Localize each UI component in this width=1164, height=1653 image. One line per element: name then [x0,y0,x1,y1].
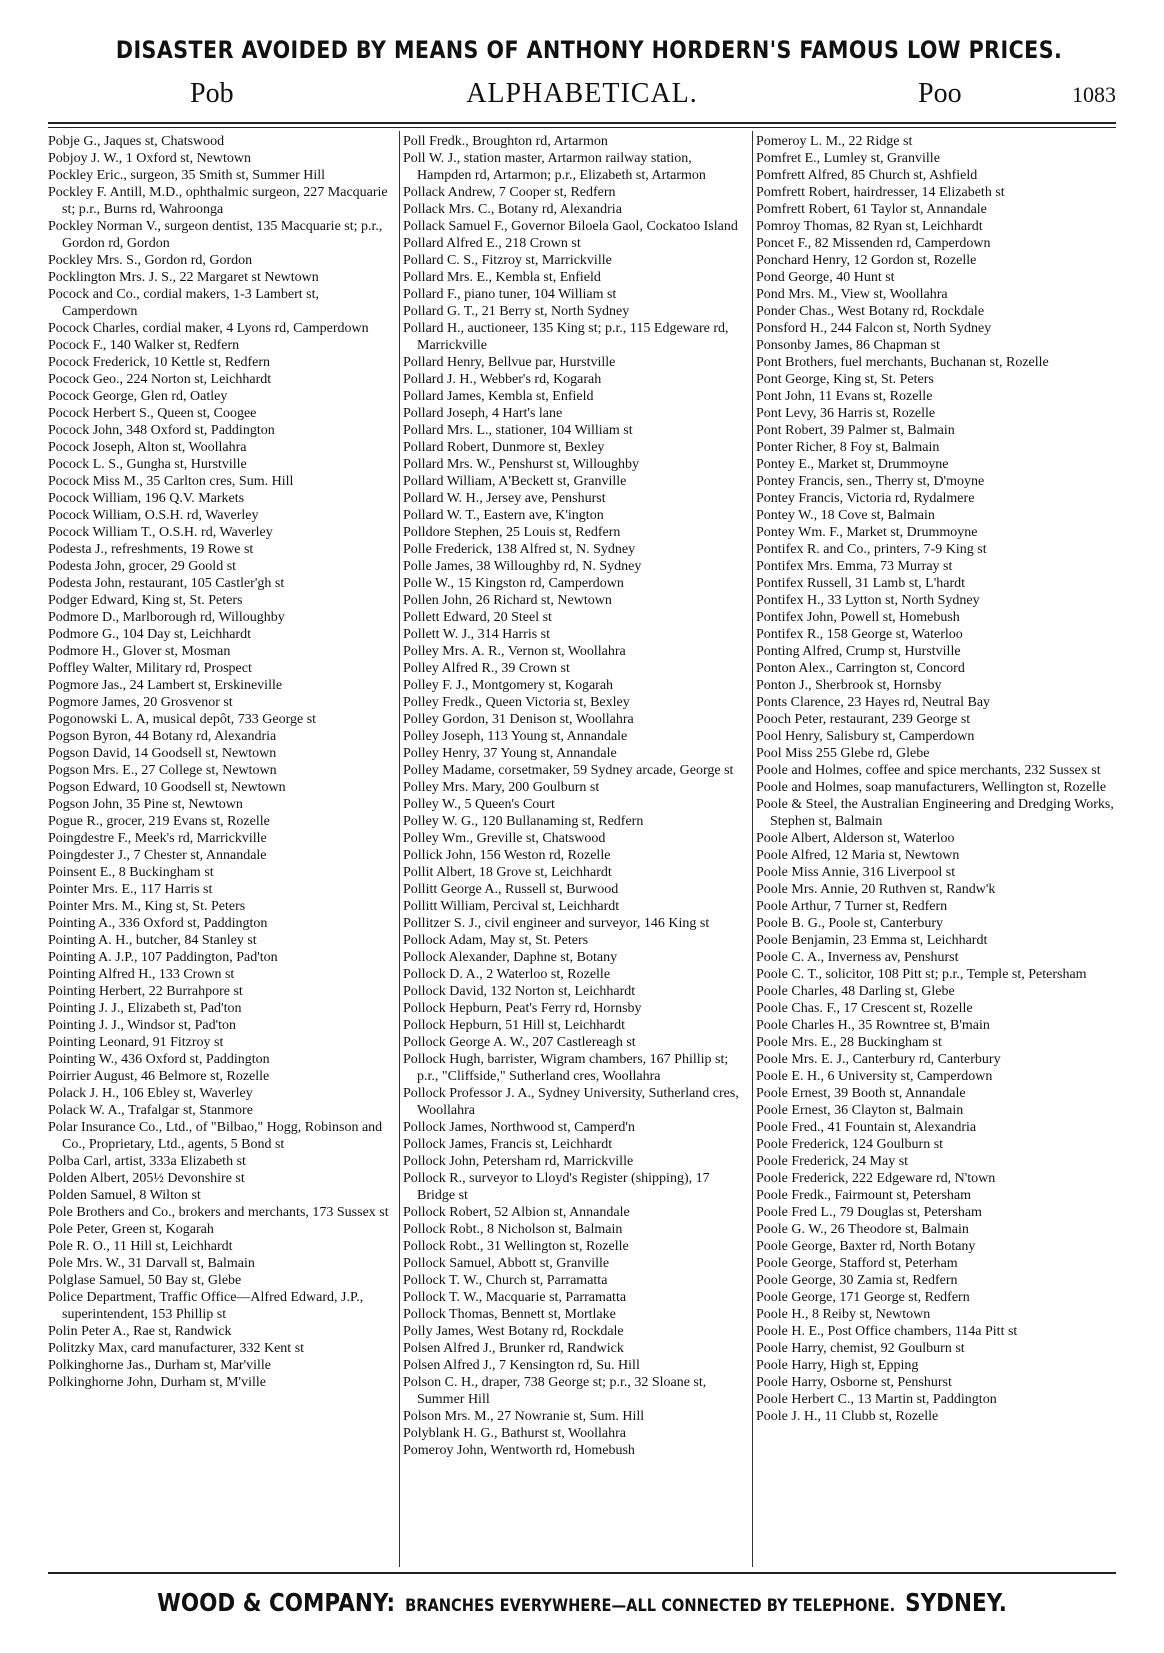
directory-entry: Pointing Leonard, 91 Fitzroy st [48,1035,224,1050]
running-head-right: Poo [918,78,962,109]
directory-entry: Ponting Alfred, Crump st, Hurstville [756,644,961,659]
directory-entry: Pocock and Co., cordial makers, 1-3 Lambert st, Camperdown [48,287,319,319]
directory-entry: Pollard H., auctioneer, 135 King st; p.r., 115 Edgeware rd, Marrickville [403,321,729,353]
directory-entry: Pollack Andrew, 7 Cooper st, Redfern [403,185,616,200]
directory-entry: Pollard Joseph, 4 Hart's lane [403,406,563,421]
directory-entry: Polglase Samuel, 50 Bay st, Glebe [48,1273,242,1288]
directory-entry: Pockley Norman V., surgeon dentist, 135 Macquarie st; p.r., Gordon rd, Gordon [48,219,383,251]
directory-entry: Poole Harry, High st, Epping [756,1358,919,1373]
directory-entry: Poole B. G., Poole st, Canterbury [756,916,944,931]
directory-entry: Pooch Peter, restaurant, 239 George st [756,712,971,727]
directory-entry: Poingdestre F., Meek's rd, Marrickville [48,831,267,846]
directory-entry: Pollock Hepburn, Peat's Ferry rd, Hornsby [403,1001,642,1016]
directory-entry: Poole Chas. F., 17 Crescent st, Rozelle [756,1001,973,1016]
directory-entry: Pollock Alexander, Daphne st, Botany [403,950,618,965]
directory-entry: Poole G. W., 26 Theodore st, Balmain [756,1222,969,1237]
directory-entry: Pontey W., 18 Cove st, Balmain [756,508,935,523]
directory-entry: Polley Mrs. A. R., Vernon st, Woollahra [403,644,626,659]
directory-entry: Poole Harry, Osborne st, Penshurst [756,1375,952,1390]
directory-entry: Poole Fredk., Fairmount st, Petersham [756,1188,972,1203]
directory-entry: Polle W., 15 Kingston rd, Camperdown [403,576,624,591]
directory-entry: Pont John, 11 Evans st, Rozelle [756,389,933,404]
directory-entry: Pobjoy J. W., 1 Oxford st, Newtown [48,151,252,166]
directory-entry: Pollack Mrs. C., Botany rd, Alexandria [403,202,622,217]
directory-entry: Pointing J. J., Windsor st, Pad'ton [48,1018,237,1033]
footer-rule [48,1572,1116,1574]
directory-entry: Pond Mrs. M., View st, Woollahra [756,287,948,302]
directory-entry: Pollock James, Northwood st, Camperd'n [403,1120,635,1135]
directory-entry: Pont Robert, 39 Palmer st, Balmain [756,423,955,438]
directory-entry: Poole Mrs. Annie, 20 Ruthven st, Randw'k [756,882,996,897]
directory-entry: Pollock Robt., 31 Wellington st, Rozelle [403,1239,629,1254]
directory-entry: Poole C. A., Inverness av, Penshurst [756,950,959,965]
directory-entry: Pollock George A. W., 207 Castlereagh st [403,1035,636,1050]
directory-entry: Pollett W. J., 314 Harris st [403,627,551,642]
top-banner: DISASTER AVOIDED BY MEANS OF ANTHONY HORDERN'S FAMOUS LOW PRICES. [115,36,1063,64]
directory-entry: Pollit Albert, 18 Grove st, Leichhardt [403,865,612,880]
directory-entry: Podmore D., Marlborough rd, Willoughby [48,610,285,625]
directory-entry: Ponder Chas., West Botany rd, Rockdale [756,304,985,319]
directory-entry: Poole and Holmes, soap manufacturers, Wellington st, Rozelle [756,780,1107,795]
directory-entry: Pontifex Mrs. Emma, 73 Murray st [756,559,953,574]
directory-entry: Pollard Mrs. L., stationer, 104 William st [403,423,633,438]
directory-entry: Poole Benjamin, 23 Emma st, Leichhardt [756,933,988,948]
directory-entry: Pollock John, Petersham rd, Marrickville [403,1154,634,1169]
directory-entry: Poole Harry, chemist, 92 Goulburn st [756,1341,965,1356]
directory-entry: Pole R. O., 11 Hill st, Leichhardt [48,1239,233,1254]
directory-entry: Pollett Edward, 20 Steel st [403,610,552,625]
directory-entry: Poole H., 8 Reiby st, Newtown [756,1307,931,1322]
directory-entry: Pointing Herbert, 22 Burrahpore st [48,984,243,999]
footer-tagline: BRANCHES EVERYWHERE—ALL CONNECTED BY TELEPHONE. [405,1596,896,1616]
directory-entry: Polley W., 5 Queen's Court [403,797,555,812]
directory-entry: Pollock Professor J. A., Sydney University, Sutherland cres, Woollahra [403,1086,739,1118]
directory-entry: Pollock Robt., 8 Nicholson st, Balmain [403,1222,623,1237]
directory-entry: Polson Mrs. M., 27 Nowranie st, Sum. Hill [403,1409,645,1424]
directory-entry: Poole C. T., solicitor, 108 Pitt st; p.r., Temple st, Petersham [756,967,1087,982]
directory-entry: Pogmore James, 20 Grosvenor st [48,695,233,710]
directory-entry: Pollard Robert, Dunmore st, Bexley [403,440,605,455]
directory-entry: Pocock Geo., 224 Norton st, Leichhardt [48,372,272,387]
directory-entry: Pontey Francis, Victoria rd, Rydalmere [756,491,975,506]
directory-entry: Poole Ernest, 39 Booth st, Annandale [756,1086,966,1101]
directory-entry: Pocock F., 140 Walker st, Redfern [48,338,240,353]
directory-entry: Pole Peter, Green st, Kogarah [48,1222,214,1237]
directory-entry: Pollock James, Francis st, Leichhardt [403,1137,613,1152]
directory-entry: Ponsford H., 244 Falcon st, North Sydney [756,321,992,336]
directory-entry: Pogson David, 14 Goodsell st, Newtown [48,746,277,761]
directory-entry: Pockley F. Antill, M.D., ophthalmic surgeon, 227 Macquarie st; p.r., Burns rd, Wahroonga [48,185,388,217]
directory-entry: Pollard Alfred E., 218 Crown st [403,236,581,251]
directory-entry: Poole Mrs. E. J., Canterbury rd, Canterbury [756,1052,1001,1067]
directory-entry: Polsen Alfred J., Brunker rd, Randwick [403,1341,624,1356]
header-rule-thin [48,127,1116,128]
directory-entry: Pontey Francis, sen., Therry st, D'moyne [756,474,985,489]
directory-entry: Pollock Thomas, Bennett st, Mortlake [403,1307,616,1322]
directory-entry: Poole Mrs. E., 28 Buckingham st [756,1035,942,1050]
directory-entry: Poncet F., 82 Missenden rd, Camperdown [756,236,991,251]
directory-entry: Pocock Herbert S., Queen st, Coogee [48,406,257,421]
directory-entry: Poole Arthur, 7 Turner st, Redfern [756,899,948,914]
directory-entry: Poole H. E., Post Office chambers, 114a Pitt st [756,1324,1018,1339]
directory-entry: Pollard W. H., Jersey ave, Penshurst [403,491,606,506]
directory-entry: Pontifex John, Powell st, Homebush [756,610,960,625]
directory-entry: Pollock David, 132 Norton st, Leichhardt [403,984,636,999]
directory-entry: Pomfrett Alfred, 85 Church st, Ashfield [756,168,978,183]
directory-column-1 [48,133,396,1565]
directory-entry: Poole Miss Annie, 316 Liverpool st [756,865,956,880]
directory-entry: Poole George, Baxter rd, North Botany [756,1239,976,1254]
directory-entry: Poole George, 171 George st, Redfern [756,1290,970,1305]
directory-entry: Pocock George, Glen rd, Oatley [48,389,228,404]
directory-entry: Polson C. H., draper, 738 George st; p.r., 32 Sloane st, Summer Hill [403,1375,707,1407]
directory-entry: Ponsonby James, 86 Chapman st [756,338,940,353]
directory-entry: Polley Gordon, 31 Denison st, Woollahra [403,712,634,727]
directory-entry: Ponton J., Sherbrook st, Hornsby [756,678,942,693]
directory-entry: Pogson Mrs. E., 27 College st, Newtown [48,763,277,778]
directory-entry: Pollard Henry, Bellvue par, Hurstville [403,355,616,370]
directory-entry: Polack W. A., Trafalgar st, Stanmore [48,1103,253,1118]
directory-entry: Pontifex Russell, 31 Lamb st, L'hardt [756,576,966,591]
directory-entry: Pollick John, 156 Weston rd, Rozelle [403,848,611,863]
directory-entry: Pont Brothers, fuel merchants, Buchanan st, Rozelle [756,355,1049,370]
directory-entry: Podesta John, restaurant, 105 Castler'gh st [48,576,285,591]
directory-entry: Pogue R., grocer, 219 Evans st, Rozelle [48,814,270,829]
directory-entry: Podesta J., refreshments, 19 Rowe st [48,542,254,557]
directory-entry: Poole Charles H., 35 Rowntree st, B'main [756,1018,990,1033]
directory-entry: Poole Frederick, 24 May st [756,1154,909,1169]
directory-entry: Poole George, Stafford st, Peterham [756,1256,958,1271]
directory-entry: Pollitt William, Percival st, Leichhardt [403,899,620,914]
directory-entry: Pollock T. W., Church st, Parramatta [403,1273,608,1288]
bottom-banner [116,1588,1048,1617]
directory-entry: Pollard Mrs. E., Kembla st, Enfield [403,270,601,285]
directory-entry: Poll W. J., station master, Artarmon railway station, Hampden rd, Artarmon; p.r., Elizabeth st, Artarmon [403,151,706,183]
directory-entry: Poole Frederick, 124 Goulburn st [756,1137,944,1152]
footer-brand: WOOD & COMPANY: [157,1588,396,1617]
directory-entry: Pobje G., Jaques st, Chatswood [48,134,225,149]
directory-entry: Pointing A., 336 Oxford st, Paddington [48,916,268,931]
directory-entry: Pogmore Jas., 24 Lambert st, Erskineville [48,678,283,693]
directory-entry: Poole and Holmes, coffee and spice merchants, 232 Sussex st [756,763,1101,778]
directory-entry: Poole Fred L., 79 Douglas st, Petersham [756,1205,982,1220]
directory-entry: Pollard C. S., Fitzroy st, Marrickville [403,253,612,268]
directory-entry: Poole Ernest, 36 Clayton st, Balmain [756,1103,964,1118]
directory-entry: Pocock Charles, cordial maker, 4 Lyons rd, Camperdown [48,321,369,336]
directory-entry: Podesta John, grocer, 29 Goold st [48,559,237,574]
directory-entry: Pogson John, 35 Pine st, Newtown [48,797,243,812]
directory-entry: Pomfret E., Lumley st, Granville [756,151,940,166]
directory-entry: Poole E. H., 6 University st, Camperdown [756,1069,993,1084]
directory-entry: Poole Albert, Alderson st, Waterloo [756,831,955,846]
directory-entry: Pointing Alfred H., 133 Crown st [48,967,235,982]
directory-entry: Pont George, King st, St. Peters [756,372,934,387]
directory-entry: Poole Frederick, 222 Edgeware rd, N'town [756,1171,996,1186]
directory-entry: Pollock R., surveyor to Lloyd's Register (shipping), 17 Bridge st [403,1171,710,1203]
directory-entry: Polack J. H., 106 Ebley st, Waverley [48,1086,253,1101]
directory-entry: Polkinghorne John, Durham st, M'ville [48,1375,266,1390]
directory-entry: Pool Henry, Salisbury st, Camperdown [756,729,975,744]
directory-entry: Ponts Clarence, 23 Hayes rd, Neutral Bay [756,695,991,710]
directory-entry: Pomeroy John, Wentworth rd, Homebush [403,1443,635,1458]
directory-entry: Ponton Alex., Carrington st, Concord [756,661,965,676]
directory-entry: Podmore G., 104 Day st, Leichhardt [48,627,251,642]
directory-entry: Poirrier August, 46 Belmore st, Rozelle [48,1069,270,1084]
directory-entry: Ponchard Henry, 12 Gordon st, Rozelle [756,253,977,268]
directory-entry: Polley Mrs. Mary, 200 Goulburn st [403,780,600,795]
directory-entry: Pocock Joseph, Alton st, Woollahra [48,440,247,455]
directory-entry: Poole George, 30 Zamia st, Redfern [756,1273,958,1288]
directory-entry: Pollard F., piano tuner, 104 William st [403,287,617,302]
directory-entry: Poole Fred., 41 Fountain st, Alexandria [756,1120,977,1135]
running-head-left: Pob [190,78,234,109]
directory-entry: Pontifex H., 33 Lytton st, North Sydney [756,593,980,608]
directory-entry: Pollock Hugh, barrister, Wigram chambers, 167 Phillip st; p.r., "Cliffside," Sutherland cres, Woollahra [403,1052,729,1084]
directory-entry: Poole J. H., 11 Clubb st, Rozelle [756,1409,939,1424]
directory-entry: Pomeroy L. M., 22 Ridge st [756,134,913,149]
running-head [48,78,1116,118]
directory-entry: Pocock William, O.S.H. rd, Waverley [48,508,259,523]
directory-entry: Poingdester J., 7 Chester st, Annandale [48,848,267,863]
directory-entry: Pocock L. S., Gungha st, Hurstville [48,457,247,472]
directory-entry: Pointing A. H., butcher, 84 Stanley st [48,933,257,948]
directory-entry: Poinsent E., 8 Buckingham st [48,865,214,880]
directory-entry: Pointing W., 436 Oxford st, Paddington [48,1052,270,1067]
directory-entry: Polle James, 38 Willoughby rd, N. Sydney [403,559,642,574]
directory-entry: Podger Edward, King st, St. Peters [48,593,243,608]
directory-entry: Pollard G. T., 21 Berry st, North Sydney [403,304,630,319]
directory-entry: Polly James, West Botany rd, Rockdale [403,1324,624,1339]
directory-entry: Pogson Byron, 44 Botany rd, Alexandria [48,729,277,744]
directory-entry: Pollock Samuel, Abbott st, Granville [403,1256,610,1271]
directory-entry: Poole & Steel, the Australian Engineering and Dredging Works, Stephen st, Balmain [756,797,1114,829]
directory-entry: Pollitzer S. J., civil engineer and surveyor, 146 King st [403,916,710,931]
directory-entry: Pomfrett Robert, 61 Taylor st, Annandale [756,202,987,217]
directory-entry: Podmore H., Glover st, Mosman [48,644,231,659]
directory-entry: Pollock Hepburn, 51 Hill st, Leichhardt [403,1018,626,1033]
directory-entry: Pollard William, A'Beckett st, Granville [403,474,627,489]
directory-entry: Pond George, 40 Hunt st [756,270,895,285]
directory-entry: Pointer Mrs. M., King st, St. Peters [48,899,246,914]
directory-entry: Polden Albert, 205½ Devonshire st [48,1171,245,1186]
directory-entry: Pollen John, 26 Richard st, Newtown [403,593,612,608]
directory-entry: Pole Mrs. W., 31 Darvall st, Balmain [48,1256,255,1271]
directory-entry: Pocock Miss M., 35 Carlton cres, Sum. Hill [48,474,294,489]
directory-entry: Polley Joseph, 113 Young st, Annandale [403,729,628,744]
directory-entry: Polley Alfred R., 39 Crown st [403,661,570,676]
directory-entry: Pollard Mrs. W., Penshurst st, Willoughby [403,457,640,472]
directory-entry: Polley Wm., Greville st, Chatswood [403,831,606,846]
directory-entry: Ponter Richer, 8 Foy st, Balmain [756,440,940,455]
directory-entry: Poole Alfred, 12 Maria st, Newtown [756,848,960,863]
directory-entry: Pocklington Mrs. J. S., 22 Margaret st Newtown [48,270,319,285]
directory-entry: Police Department, Traffic Office—Alfred Edward, J.P., superintendent, 153 Phillip st [48,1290,364,1322]
directory-entry: Pole Brothers and Co., brokers and merchants, 173 Sussex st [48,1205,389,1220]
directory-entry: Polley F. J., Montgomery st, Kogarah [403,678,614,693]
directory-entry: Pomfrett Robert, hairdresser, 14 Elizabeth st [756,185,1005,200]
directory-entry: Pollock Adam, May st, St. Peters [403,933,589,948]
directory-entry: Pocock John, 348 Oxford st, Paddington [48,423,275,438]
running-head-center: ALPHABETICAL. [466,78,698,109]
directory-column-3 [756,133,1116,1565]
directory-entry: Pollock Robert, 52 Albion st, Annandale [403,1205,630,1220]
directory-entry: Poole Herbert C., 13 Martin st, Paddington [756,1392,997,1407]
directory-entry: Polba Carl, artist, 333a Elizabeth st [48,1154,246,1169]
directory-entry: Polden Samuel, 8 Wilton st [48,1188,201,1203]
directory-entry: Pocock William T., O.S.H. rd, Waverley [48,525,273,540]
directory-entry: Pontifex R., 158 George st, Waterloo [756,627,963,642]
directory-entry: Polley Madame, corsetmaker, 59 Sydney arcade, George st [403,763,734,778]
directory-entry: Pollock D. A., 2 Waterloo st, Rozelle [403,967,611,982]
directory-entry: Polley W. G., 120 Bullanaming st, Redfern [403,814,644,829]
directory-entry: Pointing J. J., Elizabeth st, Pad'ton [48,1001,242,1016]
directory-entry: Pockley Mrs. S., Gordon rd, Gordon [48,253,253,268]
header-rule [48,122,1116,124]
directory-column-2 [403,133,749,1565]
directory-entry: Pollard James, Kembla st, Enfield [403,389,594,404]
directory-entry: Pogson Edward, 10 Goodsell st, Newtown [48,780,286,795]
directory-entry: Pontifex R. and Co., printers, 7-9 King st [756,542,987,557]
directory-entry: Pocock William, 196 Q.V. Markets [48,491,245,506]
directory-entry: Pointer Mrs. E., 117 Harris st [48,882,213,897]
directory-entry: Pollack Samuel F., Governor Biloela Gaol, Cockatoo Island [403,219,738,234]
directory-entry: Politzky Max, card manufacturer, 332 Kent st [48,1341,305,1356]
directory-entry: Polle Frederick, 138 Alfred st, N. Sydney [403,542,636,557]
directory-entry: Polley Henry, 37 Young st, Annandale [403,746,617,761]
directory-entry: Pontey Wm. F., Market st, Drummoyne [756,525,978,540]
column-divider-1 [399,131,400,1567]
directory-entry: Pool Miss 255 Glebe rd, Glebe [756,746,930,761]
directory-entry: Pockley Eric., surgeon, 35 Smith st, Summer Hill [48,168,326,183]
directory-entry: Pogonowski L. A, musical depôt, 733 George st [48,712,317,727]
directory-entry: Pollock T. W., Macquarie st, Parramatta [403,1290,627,1305]
footer-city: SYDNEY. [905,1588,1007,1617]
directory-entry: Pont Levy, 36 Harris st, Rozelle [756,406,936,421]
directory-entry: Polldore Stephen, 25 Louis st, Redfern [403,525,621,540]
directory-entry: Polkinghorne Jas., Durham st, Mar'ville [48,1358,271,1373]
directory-entry: Pontey E., Market st, Drummoyne [756,457,949,472]
directory-entry: Pointing A. J.P., 107 Paddington, Pad'ton [48,950,278,965]
directory-entry: Pollard W. T., Eastern ave, K'ington [403,508,604,523]
directory-entry: Poffley Walter, Military rd, Prospect [48,661,252,676]
directory-entry: Pocock Frederick, 10 Kettle st, Redfern [48,355,270,370]
directory-entry: Pomroy Thomas, 82 Ryan st, Leichhardt [756,219,983,234]
directory-entry: Polyblank H. G., Bathurst st, Woollahra [403,1426,626,1441]
directory-entry: Pollitt George A., Russell st, Burwood [403,882,619,897]
directory-entry: Polley Fredk., Queen Victoria st, Bexley [403,695,630,710]
directory-entry: Poll Fredk., Broughton rd, Artarmon [403,134,608,149]
directory-entry: Polin Peter A., Rae st, Randwick [48,1324,232,1339]
directory-entry: Poole Charles, 48 Darling st, Glebe [756,984,955,999]
column-divider-2 [752,131,753,1567]
directory-entry: Polar Insurance Co., Ltd., of "Bilbao," Hogg, Robinson and Co., Proprietary, Ltd., agents, 5 Bond st [48,1120,383,1152]
directory-entry: Polsen Alfred J., 7 Kensington rd, Su. Hill [403,1358,640,1373]
page-number: 1083 [1072,82,1116,107]
directory-entry: Pollard J. H., Webber's rd, Kogarah [403,372,602,387]
